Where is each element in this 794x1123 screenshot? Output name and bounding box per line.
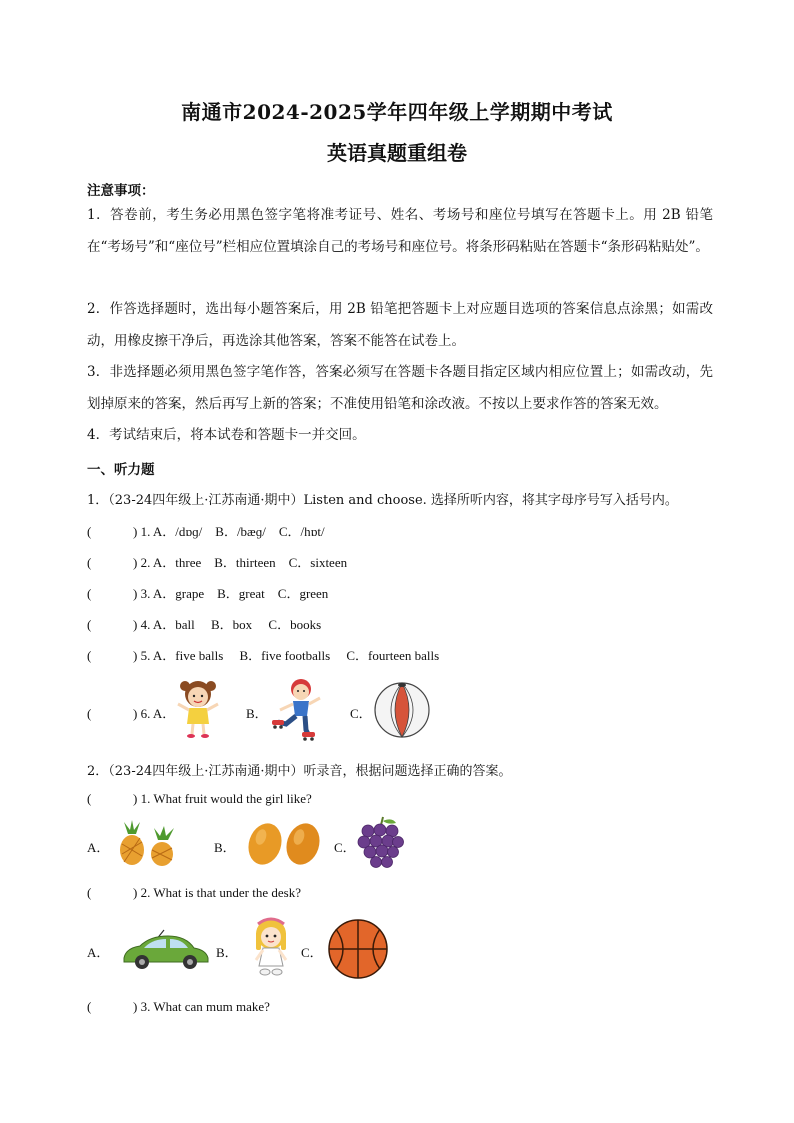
beach-ball-picture — [372, 681, 432, 739]
answer-bracket[interactable]: ( — [87, 999, 92, 1014]
q2-sub-2-option-c: C． — [301, 945, 323, 960]
q1-item-6-text: ) 6. A． — [133, 706, 176, 721]
q2-sub-1 — [87, 791, 312, 807]
q2-sub-2-option-b: B． — [216, 945, 238, 960]
q2-sub-1-text: ) 1. What fruit would the girl like? — [133, 791, 312, 806]
answer-bracket[interactable]: ( — [87, 617, 92, 632]
q2-sub-3-text: ) 3. What can mum make? — [133, 999, 270, 1014]
q1-item-3-text: ) 3. A．grape B．great C．green — [133, 586, 329, 601]
notice-1: 1．答卷前，考生务必用黑色签字笔将准考证号、姓名、考场号和座位号填写在答题卡上。用 2B 铅笔在“考场号”和“座位号”栏相应位置填涂自己的考场号和座位号。将条形码粘贴在答题卡“条形码粘贴处”。 — [87, 207, 713, 255]
answer-bracket[interactable]: ( — [87, 885, 92, 900]
q1-item-2 — [87, 552, 347, 571]
girl-picture — [172, 678, 224, 738]
notice-heading: 注意事项： — [87, 183, 155, 199]
q2-sub-1-option-b: B． — [214, 840, 236, 855]
q1-item-6-option-b: B． — [246, 706, 268, 721]
q2-stem: 2．（23-24四年级上·江苏南通·期中）听录音，根据问题选择正确的答案。 — [87, 764, 512, 779]
grapes-picture — [356, 815, 406, 873]
q1-item-4-text: ) 4. A．ball B．box C．books — [133, 617, 322, 632]
exam-subtitle: 英语真题重组卷 — [327, 141, 467, 165]
notice-4: 4．考试结束后，将本试卷和答题卡一并交回。 — [87, 427, 366, 443]
section-listening-heading: 一、听力题 — [87, 462, 155, 478]
toy-car-picture — [120, 928, 210, 970]
answer-bracket[interactable]: ( — [87, 555, 92, 570]
q1-item-1-text: ) 1. A．/dɒɡ/ B．/bæɡ/ C．/hɒt/ — [133, 524, 325, 539]
notice-3: 3．非选择题必须用黑色签字笔作答，答案必须写在答题卡各题目指定区域内相应位置上；如需改动，先划掉原来的答案，然后再写上新的答案；不准使用铅笔和涂改液。不按以上要求作答的答案无效。 — [87, 364, 713, 412]
exam-title: 南通市2024-2025学年四年级上学期期中考试 — [181, 100, 613, 124]
q2-sub-2-text: ) 2. What is that under the desk? — [133, 885, 301, 900]
q1-stem: 1．（23-24四年级上·江苏南通·期中）Listen and choose. 选择所听内容，将其字母序号写入括号内。 — [87, 493, 678, 508]
answer-bracket[interactable]: ( — [87, 586, 92, 601]
answer-bracket[interactable]: ( — [87, 648, 92, 663]
answer-bracket[interactable]: ( — [87, 524, 92, 539]
q2-sub-1-option-c: C． — [334, 840, 356, 855]
q1-item-2-text: ) 2. A．three B．thirteen C．sixteen — [133, 555, 348, 570]
notice-2: 2．作答选择题时，选出每小题答案后，用 2B 铅笔把答题卡上对应题目选项的答案信息点涂黑；如需改动，用橡皮擦干净后，再选涂其他答案，答案不能答在试卷上。 — [87, 301, 713, 349]
q2-sub-3 — [87, 999, 270, 1015]
q2-sub-2 — [87, 885, 301, 901]
q1-item-4 — [87, 614, 321, 633]
answer-bracket[interactable]: ( — [87, 791, 92, 806]
doll-picture — [248, 916, 294, 978]
q2-sub-1-option-a: A． — [87, 840, 110, 855]
q1-item-5-text: ) 5. A．five balls B．five footballs C．fourteen balls — [133, 648, 440, 663]
q2-sub-2-option-a: A． — [87, 945, 110, 960]
q1-item-1 — [87, 521, 325, 540]
skating-boy-picture — [268, 676, 330, 742]
mango-picture — [246, 821, 324, 867]
q1-item-3 — [87, 583, 328, 602]
basketball-picture — [326, 918, 390, 980]
answer-bracket[interactable]: ( — [87, 706, 92, 721]
q1-item-6-option-c: C． — [350, 706, 372, 721]
q1-item-5 — [87, 645, 439, 664]
q1-item-6 — [87, 703, 175, 722]
pineapple-picture — [114, 820, 182, 868]
